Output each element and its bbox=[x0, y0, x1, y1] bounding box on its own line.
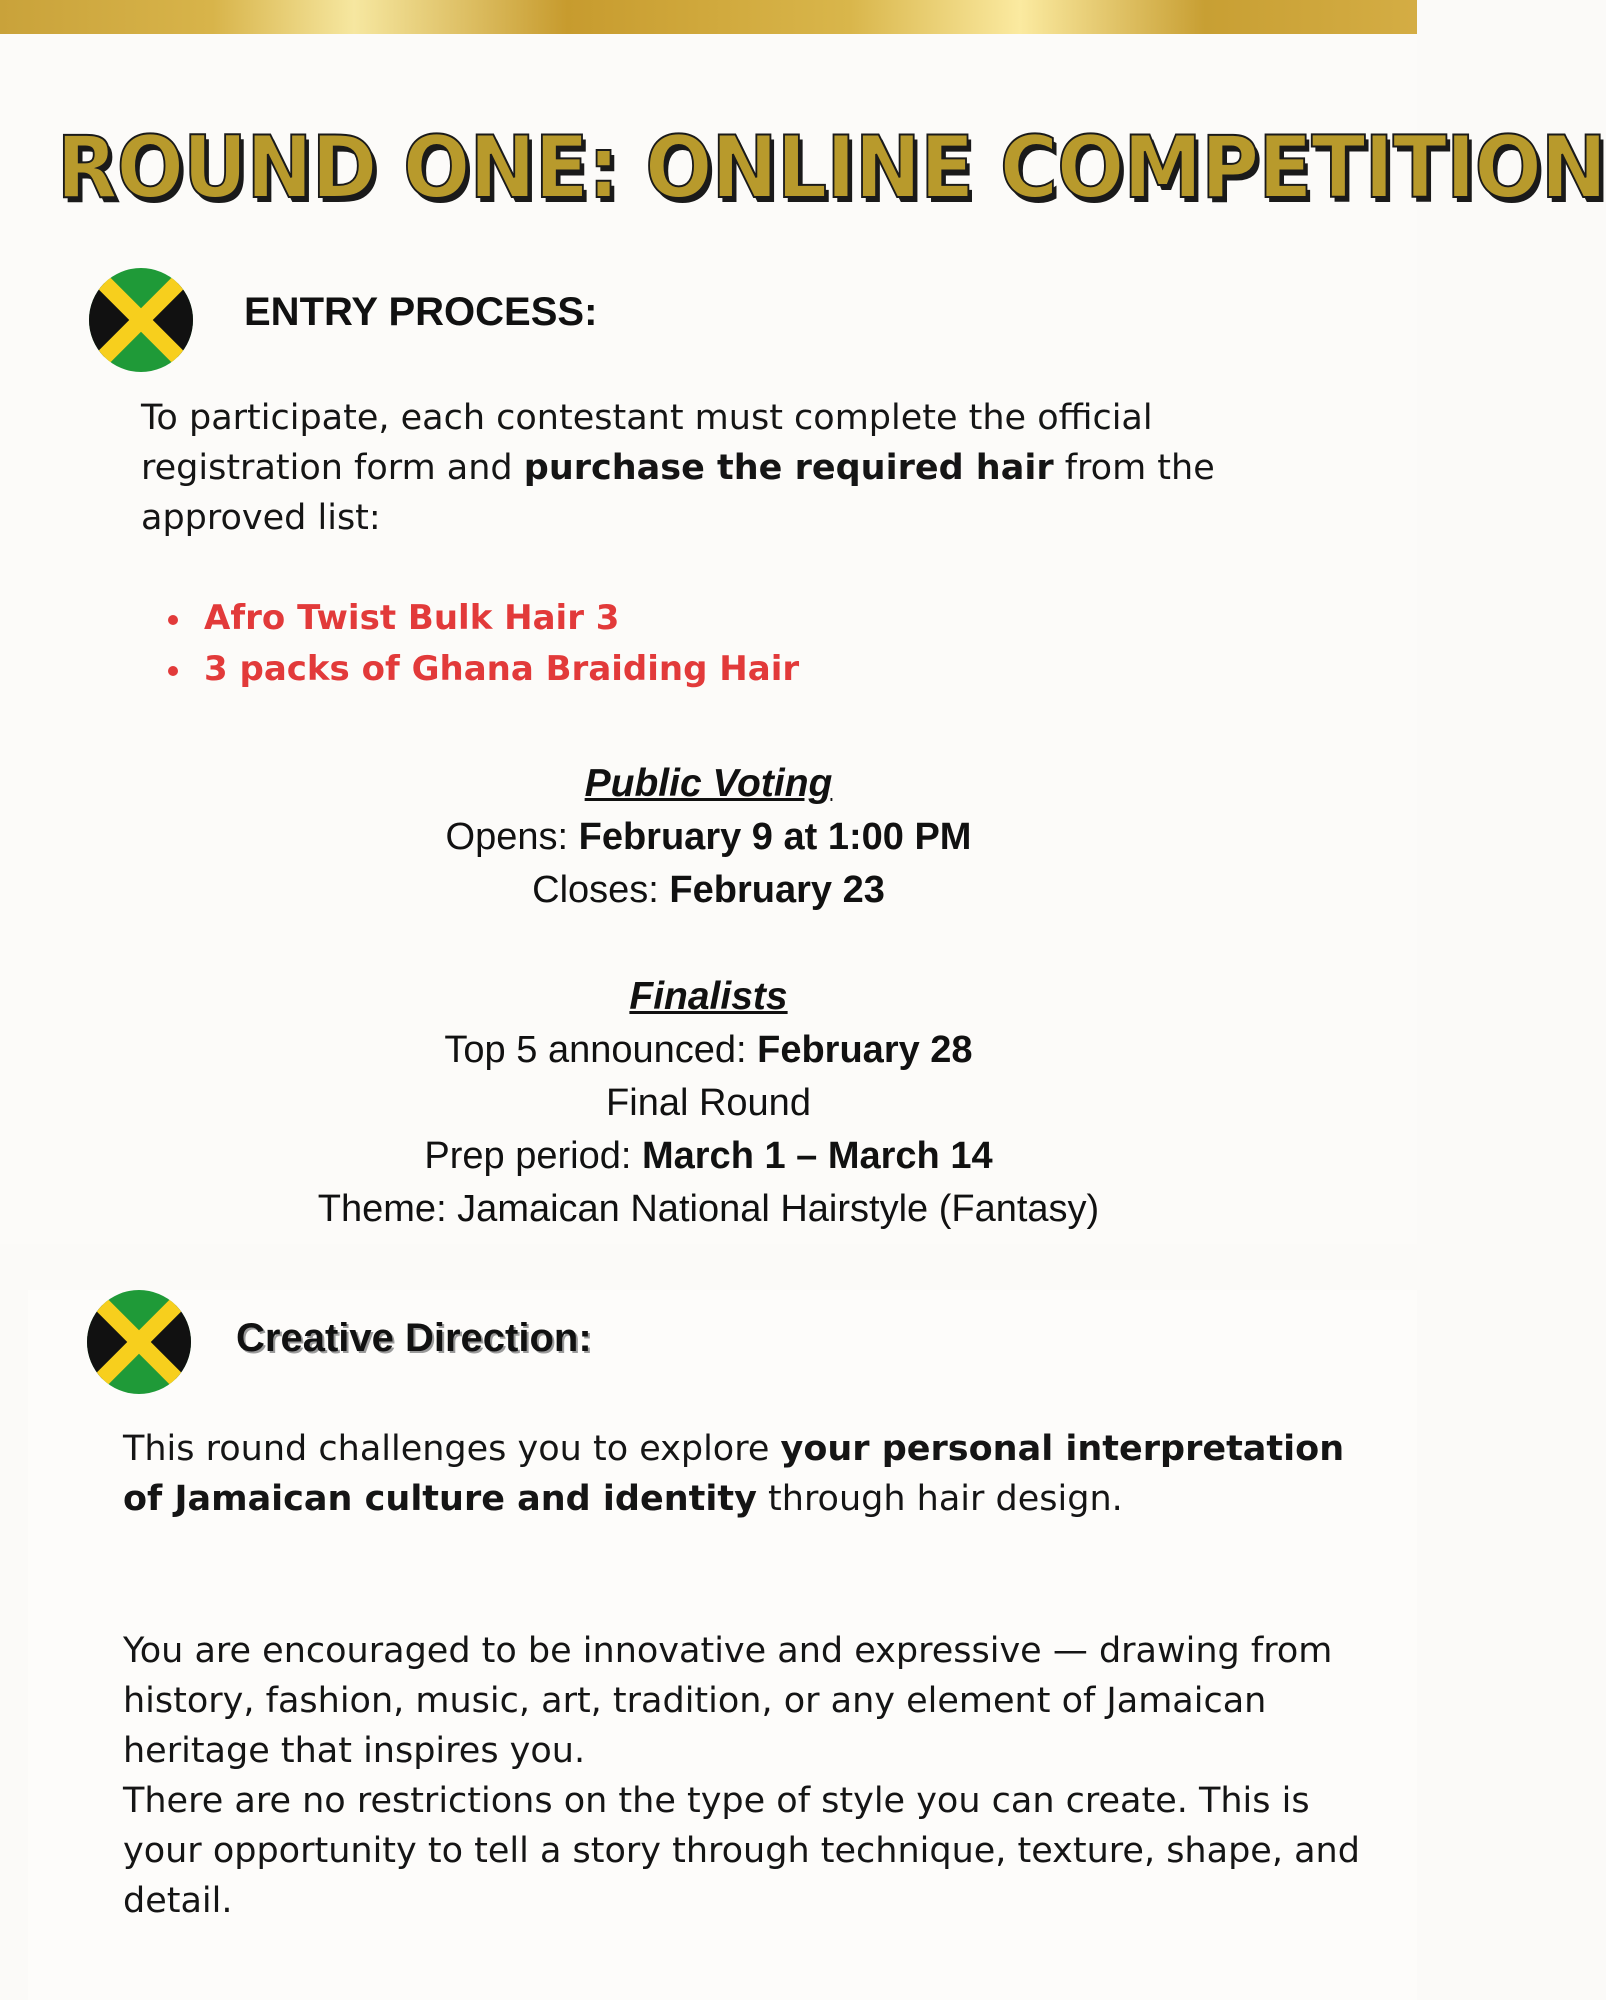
finalists-heading: Finalists bbox=[629, 975, 788, 1018]
finalists-block bbox=[0, 970, 1417, 1236]
public-voting-heading: Public Voting bbox=[584, 762, 833, 805]
creative-p2: You are encouraged to be innovative and expressive — drawing from history, fashion, music, art, tradition, or any element of Jamaican heritage that inspires you. bbox=[123, 1631, 1333, 1771]
list-item: Afro Twist Bulk Hair 3 bbox=[160, 593, 799, 644]
creative-p3: There are no restrictions on the type of style you can create. This is your opportunity to tell a story through technique, texture, shape, and detail. bbox=[123, 1781, 1360, 1921]
jamaica-flag-icon bbox=[89, 268, 193, 372]
page-title: ROUND ONE: ONLINE COMPETITION bbox=[56, 118, 1606, 218]
creative-paragraph-1: This round challenges you to explore your personal interpretation of Jamaican culture and identity through hair design. bbox=[123, 1429, 1345, 1519]
theme-line: Theme: Jamaican National Hairstyle (Fantasy) bbox=[317, 1188, 1100, 1230]
prep-period-line: Prep period: March 1 – March 14 bbox=[424, 1135, 993, 1177]
closes-line: Closes: February 23 bbox=[532, 869, 885, 911]
final-round-line: Final Round bbox=[606, 1082, 811, 1124]
creative-direction-heading: Creative Direction: bbox=[236, 1316, 592, 1360]
top5-line: Top 5 announced: February 28 bbox=[444, 1029, 973, 1071]
entry-process-heading: ENTRY PROCESS: bbox=[244, 290, 598, 334]
list-item: 3 packs of Ghana Braiding Hair bbox=[160, 644, 799, 695]
jamaica-flag-icon bbox=[87, 1290, 191, 1394]
hair-list bbox=[160, 593, 799, 695]
creative-paragraph-2 bbox=[123, 1626, 1373, 1926]
entry-intro: To participate, each contestant must complete the official registration form and purchase the required hair from the approved list: bbox=[141, 398, 1215, 538]
public-voting-block bbox=[0, 757, 1417, 917]
gold-top-bar bbox=[0, 0, 1417, 34]
opens-line: Opens: February 9 at 1:00 PM bbox=[445, 816, 972, 858]
